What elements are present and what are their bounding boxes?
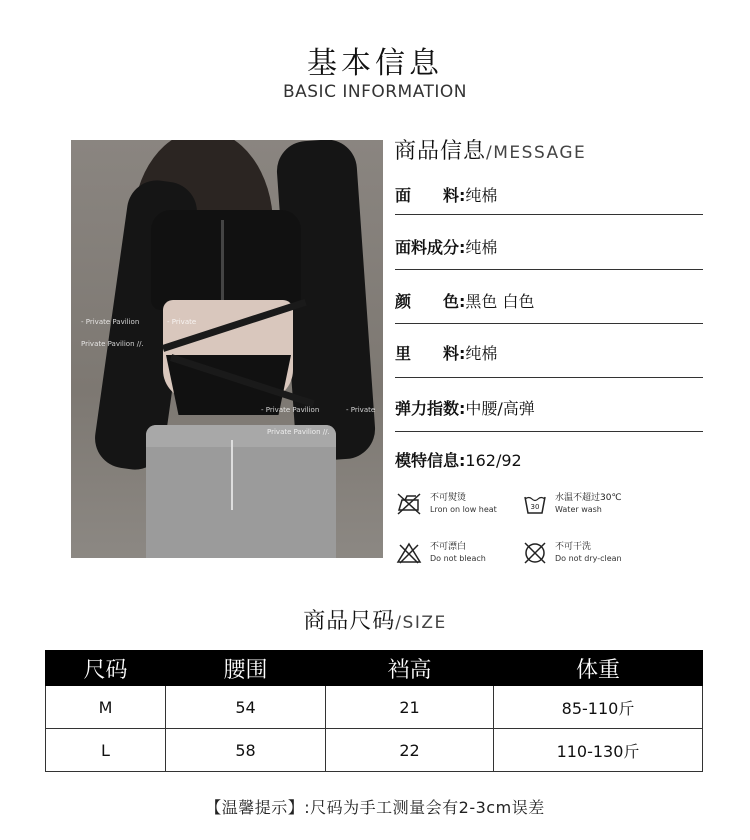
info-row-lining: [395, 341, 703, 364]
info-value: 纯棉: [465, 344, 498, 363]
divider: [395, 214, 703, 215]
size-heading: [0, 604, 750, 635]
care-item-wash: [523, 492, 622, 516]
table-cell: 58: [166, 729, 326, 772]
model-photo: [71, 140, 383, 558]
table-cell: 85-110斤: [494, 686, 703, 729]
table-cell: L: [46, 729, 166, 772]
table-cell: 22: [326, 729, 494, 772]
column-header-weight: 体重: [494, 651, 703, 686]
table-cell: M: [46, 686, 166, 729]
size-heading-cn: 商品尺码: [303, 609, 396, 634]
measurement-tip: 【温馨提示】:尺码为手工测量会有2-3cm误差: [205, 798, 545, 817]
info-key: 颜 色:: [395, 292, 466, 311]
wash-30-icon: [523, 492, 547, 516]
care-item-no-dry-clean: [523, 541, 622, 565]
table-cell: 21: [326, 686, 494, 729]
message-heading-en: /MESSAGE: [486, 143, 587, 163]
table-cell: 110-130斤: [494, 729, 703, 772]
info-row-composition: [395, 235, 703, 258]
message-heading-cn: 商品信息: [394, 139, 487, 164]
info-key: 弹力指数:: [395, 399, 466, 418]
info-row-elasticity: [395, 396, 703, 419]
table-row: [46, 686, 703, 729]
no-bleach-icon: [396, 541, 422, 565]
watermark: - Private: [167, 318, 197, 326]
watermark: - Private Pavilion: [81, 318, 140, 326]
care-cn: 水温不超过30℃: [555, 493, 622, 503]
care-en: Lron on low heat: [430, 505, 497, 514]
watermark: - Private Pavilion: [261, 406, 320, 414]
info-value: 黑色 白色: [465, 292, 535, 311]
care-cn: 不可熨烫: [430, 493, 467, 503]
care-cn: 不可干洗: [555, 542, 592, 552]
divider: [395, 431, 703, 432]
care-en: Water wash: [555, 505, 602, 514]
divider: [395, 269, 703, 270]
column-header-rise: 裆高: [326, 651, 494, 686]
info-value: 中腰/高弹: [465, 399, 535, 418]
photo-top: [151, 210, 301, 310]
page-title: 基本信息: [307, 46, 443, 81]
table-row: [46, 729, 703, 772]
info-value: 纯棉: [465, 238, 498, 257]
info-key: 里 料:: [395, 344, 466, 363]
watermark: - Private: [346, 406, 376, 414]
care-cn: 不可漂白: [430, 542, 467, 552]
message-heading: [394, 134, 586, 165]
divider: [395, 323, 703, 324]
table-cell: 54: [166, 686, 326, 729]
page-subtitle: BASIC INFORMATION: [282, 82, 468, 102]
info-key: 面 料:: [395, 186, 466, 205]
table-header-row: [46, 651, 703, 686]
care-item-no-iron: [396, 492, 497, 516]
care-en: Do not bleach: [430, 554, 486, 563]
info-value: 162/92: [465, 451, 522, 470]
size-heading-en: /SIZE: [395, 613, 447, 633]
info-value: 纯棉: [465, 186, 498, 205]
column-header-size: 尺码: [46, 651, 166, 686]
care-en: Do not dry-clean: [555, 554, 622, 563]
watermark: Private Pavilion //.: [81, 340, 144, 348]
care-item-no-bleach: [396, 541, 486, 565]
no-dry-clean-icon: [523, 541, 547, 565]
no-iron-icon: [396, 492, 422, 516]
info-row-color: [395, 289, 703, 312]
divider: [395, 377, 703, 378]
info-key: 模特信息:: [395, 451, 466, 470]
photo-zip: [221, 220, 224, 310]
info-row-fabric: [395, 183, 703, 206]
info-row-model: [395, 448, 703, 471]
info-key: 面料成分:: [395, 238, 466, 257]
photo-drawstring: [231, 440, 233, 510]
watermark: Private Pavilion //.: [267, 428, 330, 436]
column-header-waist: 腰围: [166, 651, 326, 686]
svg-text:30: 30: [530, 503, 540, 511]
size-table: [45, 650, 703, 772]
